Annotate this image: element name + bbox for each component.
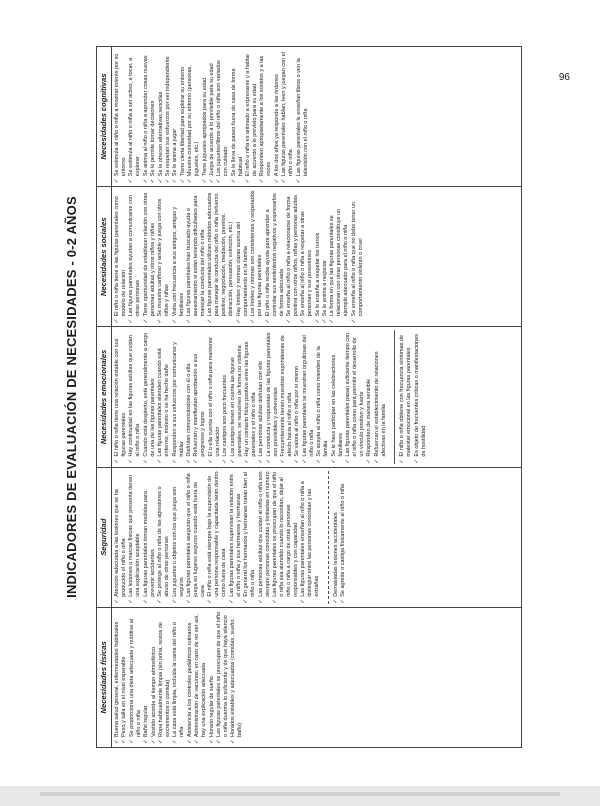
- indicator-item: ✓ A los dos años ya responde a las órdenes: [274, 50, 281, 183]
- indicator-item: ✓ Juega de acuerdo a lo previsible para su edad: [209, 50, 216, 183]
- column-header: Necesidades físicas: [97, 608, 112, 747]
- indicator-item: ✓ Se enseña al niño o niña a respetar a otras personas y sus posesiones: [300, 190, 314, 323]
- indicator-item: ✓ Responden de manera sensible: [366, 330, 373, 463]
- indicator-item: ✓ Se le enseña a respetar los turnos: [315, 190, 322, 323]
- indicator-item: ✓ Frecuentemente tienen muestras espontáneas de afecto hacia el niño o niña: [280, 330, 294, 463]
- indicator-item: ✓ Se estimula al niño o niña a ser activo, a tocar, a explorar: [128, 50, 142, 183]
- indicator-list: [112, 47, 310, 186]
- indicator-item: ✓ El o ella cuenta con el niño o niña para mantener una relación: [208, 330, 222, 463]
- indicator-item: ✓ La forma en que las figuras parentales se relacionan con otras personas constituye un ejemplo adecuado para el niño o niña: [329, 190, 350, 323]
- indicator-item: ✓ Los límites y normas son consistentes y respetados por las figuras parentales: [250, 190, 264, 323]
- section-divider: [394, 330, 395, 463]
- indicator-item: ✓ El niño o niña tiene una relación estable con sus figuras parentales: [114, 330, 128, 463]
- needs-table: [96, 46, 522, 748]
- indicator-item: ✓ Se anima al niño o niña a aprender cosas nuevas: [143, 50, 150, 183]
- rotated-page-content: [50, 46, 522, 748]
- indicator-item: ✓ Se le anima a negociar: [322, 190, 329, 323]
- column-social-needs: [97, 187, 521, 327]
- indicator-item: ✓ Tiene juguetes apropiados para su edad: [202, 50, 209, 183]
- indicator-item: ✓ El niño o niña tiene a las figuras parentales como modelo de relación: [114, 190, 128, 323]
- indicator-item: ✓ Se le ofrecen alternativas sencillas: [158, 50, 165, 183]
- risk-indicator-item: ✓ Es objeto de frecuentes críticas o manifestaciones de hostilidad: [414, 330, 428, 463]
- indicator-item: ✓ Peso y talla en el nivel esperable: [121, 611, 128, 744]
- indicator-item: ✓ En general los hermanos y hermanas tratan bien al niño o niña: [243, 471, 257, 604]
- indicator-item: ✓ El niño o niña es animado a expresarse y a hablar de acuerdo a lo previsto para su edad: [245, 50, 259, 183]
- column-header: Necesidades cognitivas: [97, 47, 112, 186]
- indicator-item: ✓ Las figuras parentales ayudan a comunicarse con otras personas: [128, 190, 142, 323]
- risk-indicator-item: ✓ El niño o niña obtiene con frecuencia síntomas de malestar emocional en las figuras parentales: [399, 330, 413, 463]
- indicator-item: ✓ Los castigos son poco frecuentes: [222, 330, 229, 463]
- indicator-item: ✓ Se enseña al niño o niña a relacionarse de forma positiva con otros niños, niñas y personas adultas: [286, 190, 300, 323]
- indicator-item: ✓ Tiene cierta libertad para explorar su entorno: [180, 50, 187, 183]
- indicator-item: ✓ Atención adecuada a las lesiones que se ha producido el niño o niña: [114, 471, 128, 604]
- indicator-item: ✓ Se muestra cariñoso y amable y juega con otros niños y niñas: [157, 190, 171, 323]
- column-header: Necesidades sociales: [97, 187, 112, 326]
- indicator-item: ✓ Se le anima a jugar: [172, 50, 179, 183]
- indicator-item: ✓ Se proporciona una dieta adecuada y nutritiva al niño o niña: [129, 611, 143, 744]
- column-physical-needs: [97, 608, 521, 748]
- indicator-item: ✓ Las figuras parentales se preocupan de que el niño o niña sea atendido cuando lo necesitan, dejar al niño o niña a cargo de otras personas responsables y con capacidad: [272, 471, 300, 604]
- indicator-item: ✓ Se protege al niño o niña de las agresiones o abuso de otras personas: [157, 471, 171, 604]
- indicator-item: ✓ Se le lleva de paseo fuera de casa de forma habitual: [231, 50, 245, 183]
- indicator-item: ✓ La casa está limpia, incluida la cama del niño o niña: [172, 611, 186, 744]
- indicator-item: ✓ Horario regular de sueño: [209, 611, 216, 744]
- indicator-item: ✓ Cuando está despierto, está generalmente a cargo de una de las figuras parentales: [143, 330, 157, 463]
- indicator-list: [112, 468, 322, 607]
- column-header: Seguridad: [97, 468, 112, 607]
- indicator-item: ✓ Las figuras parentales han buscado ayuda o asesoramiento si están teniendo dificultades para manejar la conducta del niño o niña: [186, 190, 207, 323]
- indicator-item: ✓ Las figuras parentales aseguran que el niño o niña juega en lugares seguros cuando está fuera de casa: [186, 471, 207, 604]
- column-emotional-needs: [97, 327, 521, 467]
- indicator-item: ✓ Los castigos tienen en cuenta las figuras parentales, se resuelven de forma no violenta: [230, 330, 244, 463]
- indicator-item: ✓ Hay un contacto físico positivo entre las figuras parentales y el niño o niña: [244, 330, 258, 463]
- indicator-item: ✓ Refuerzan el establecimiento de relaciones afectivas en la familia: [374, 330, 388, 463]
- indicator-item: ✓ Se valora al niño o niña por sí mismo: [294, 330, 301, 463]
- indicator-item: ✓ Los juguetes u objetos con los que juega son seguros: [172, 471, 186, 604]
- indicator-item: ✓ Los juguetes/libros del niño o niña son variados con cuidado: [216, 50, 230, 183]
- indicator-item: ✓ Las figuras parentales le enseñan libros o ven la televisión con el niño o niña: [296, 50, 310, 183]
- indicator-item: ✓ Hay continuidad en las figuras adultas que cuidan al niño o niña: [128, 330, 142, 463]
- indicator-item: ✓ Se acepta al niño o niña como miembro de la familia: [316, 330, 330, 463]
- indicator-item: ✓ Las personas adultas que cuidan al niño o niña son siempre personas conocidas y limitadas en número: [258, 471, 272, 604]
- page-number: 96: [558, 72, 570, 83]
- indicator-item: ✓ Horarios estables y adecuados (comidas, sueño, baño): [230, 611, 244, 744]
- indicator-list: [112, 187, 365, 326]
- indicator-item: ✓ Responden apropiadamente a los sonidos y a las voces: [259, 50, 273, 183]
- column-safety: [97, 468, 521, 608]
- indicator-item: ✓ Las figuras parentales utilizan métodos adecuados para manejar la conducta del niño o niña (refuerzo positivo, negociación, mediación, premios, distracción, persuasión, extinción, etc.): [207, 190, 235, 323]
- indicator-item: ✓ La conducta y respuestas de las figuras parentales son previsibles y coherentes: [266, 330, 280, 463]
- indicator-item: ✓ Se le hace participar en las celebraciones familiares: [331, 330, 345, 463]
- indicator-item: ✓ Las figuras parentales supervisan la relación entre el niño o niña y sus hermanos y hermanas: [229, 471, 243, 604]
- indicator-item: ✓ Muestra curiosidad por su entorno (personas, juguetes, etc.): [187, 50, 201, 183]
- indicator-item: ✓ Las figuras parentales atienden cuando está enfermo, molesto o se ha hecho daño: [157, 330, 171, 463]
- indicator-item: ✓ Las figuras parentales se muestran orgullosas del niño o niña: [302, 330, 316, 463]
- indicator-list: [112, 327, 388, 466]
- indicator-item: ✓ Visita con frecuencia a sus amigos, amigas y familiares: [172, 190, 186, 323]
- indicator-item: ✓ Asistencia a los controles pediátricos rutinarios: [187, 611, 194, 744]
- indicator-item: ✓ Responden a sus esfuerzos por comunicarse y hablar: [172, 330, 186, 463]
- indicator-item: ✓ Disfrutan comunicándose con él o ella: [186, 330, 193, 463]
- risk-indicator-item: ✓ Se agrede o castiga físicamente al niño o niña: [340, 471, 347, 604]
- indicator-item: ✓ El niño o niña está siempre bajo la supervisión de una persona responsable y capacitada tanto dentro como fuera de casa: [207, 471, 228, 604]
- indicator-item: ✓ Las figuras parentales pasan suficiente tiempo con el niño o niña como para permitir el desarrollo de un vínculo positivo y fuerte: [345, 330, 366, 463]
- indicator-item: ✓ Las personas adultas disfrutan con ello: [258, 330, 265, 463]
- bottom-bar: [0, 786, 600, 806]
- indicator-list: [112, 608, 245, 747]
- column-header: Necesidades emocionales: [97, 327, 112, 466]
- indicator-item: ✓ El niño o niña recibe ayuda para aprender a controlar sus sentimientos negativos y expresarlos de forma adecuada: [265, 190, 286, 323]
- risk-indicator-list: [397, 327, 428, 466]
- indicator-item: ✓ Se estimula al niño o niña a mostrar interés por su entorno: [114, 50, 128, 183]
- indicator-item: ✓ Las lesiones o marcas físicas que presenta tienen una explicación aceptable: [128, 471, 142, 604]
- indicator-item: ✓ Vestido acorde al tiempo atmosférico: [151, 611, 158, 744]
- section-divider: [328, 471, 329, 604]
- indicator-item: ✓ Baño regular: [143, 611, 150, 744]
- column-cognitive-needs: [97, 46, 521, 187]
- indicator-item: ✓ Las figuras parentales se preocupan de que el niño o niña duerma lo suficiente y de que haya silencio: [216, 611, 230, 744]
- document-title: INDICADORES DE EVALUACIÓN DE NECESIDADES - 0-2 AÑOS: [64, 196, 79, 598]
- indicator-item: ✓ Buena salud general, enfermedades habituales: [114, 611, 121, 744]
- risk-indicator-list: [331, 468, 348, 607]
- indicator-item: ✓ Se le permite tomar decisiones: [150, 50, 157, 183]
- indicator-item: ✓ Se respetan sus esfuerzos por ser independiente: [165, 50, 172, 183]
- indicator-item: ✓ Hay límites y normas claras acerca del comportamiento en la familia: [236, 190, 250, 323]
- indicator-item: ✓ Se enseña al niño o niña que no debe tener un comportamiento violento o cruel: [351, 190, 365, 323]
- indicator-item: ✓ Las figuras parentales toman medidas para prevenir accidentes: [143, 471, 157, 604]
- indicator-item: ✓ Las figuras parentales enseñan al niño o niña a distinguir entre las personas conocidas y las extrañas: [300, 471, 321, 604]
- indicator-item: ✓ Administración de vacunas; en caso de no ser así, hay una explicación adecuada: [194, 611, 208, 744]
- risk-indicator-item: ✓ Demasiadas lesiones accidentales: [333, 471, 340, 604]
- indicator-item: ✓ Tiene oportunidad de establecer relación con otras personas adultas y otros niños y niñas: [143, 190, 157, 323]
- indicator-item: ✓ Ropa habitualmente limpia (sin orina, restos de excrementos o comida): [158, 611, 172, 744]
- indicator-item: ✓ Las figuras parentales hablan, leen y juegan con el niño o niña: [281, 50, 295, 183]
- indicator-item: ✓ Refuerzan y manifiestan aprobación a sus progresos y logros: [193, 330, 207, 463]
